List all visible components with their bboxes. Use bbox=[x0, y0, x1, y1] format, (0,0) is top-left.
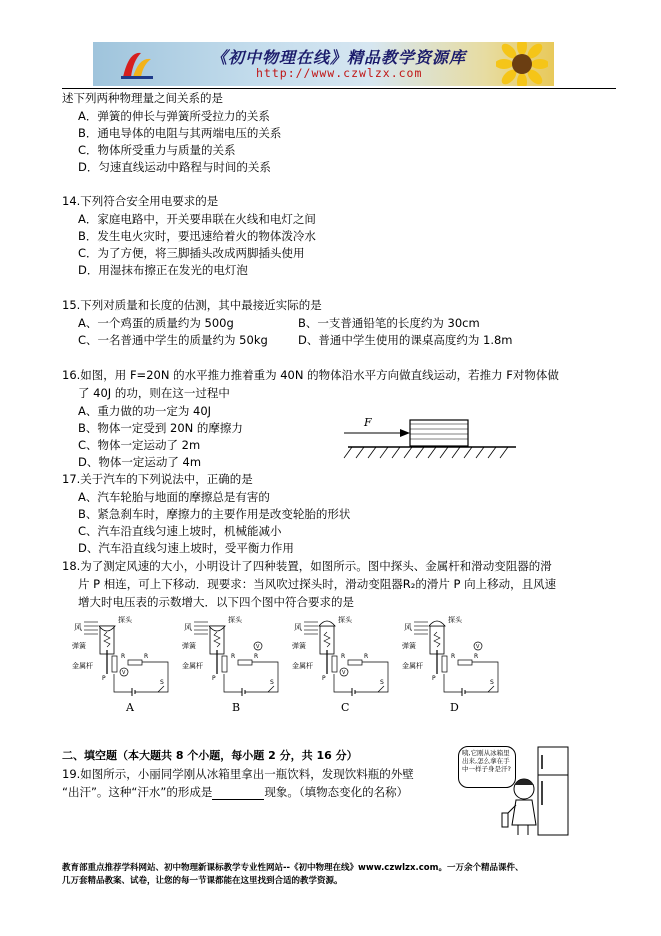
q13-option-c: C．物体所受重力与质量的关系 bbox=[78, 143, 236, 157]
resistor-r1-d bbox=[458, 660, 472, 665]
rod-label-b: 金属杆 bbox=[182, 662, 203, 670]
svg-text:S: S bbox=[160, 679, 164, 686]
svg-text:V: V bbox=[122, 670, 126, 676]
q15-stem: 15.下列对质量和长度的估测，其中最接近实际的是 bbox=[62, 298, 322, 312]
switch-b bbox=[268, 686, 274, 692]
wind-speed-circuits-figure bbox=[72, 612, 512, 718]
q15-option-d: D、普通中学生使用的课桌高度约为 1.8m bbox=[298, 333, 513, 347]
q16-stem-line1: 16.如图，用 F=20N 的水平推力推着重为 40N 的物体沿水平方向做直线运动，若推力 F对物体做 bbox=[62, 368, 559, 382]
footer-line2: 几万套精品教案、试卷，让您的每一节课都能在这里找到合适的教学资源。 bbox=[62, 876, 343, 886]
q17-option-b: B、紧急刹车时，摩擦力的主要作用是改变轮胎的形状 bbox=[78, 507, 351, 521]
circuit-caption-d: D bbox=[450, 701, 459, 714]
q13-stem: 述下列两种物理量之间关系的是 bbox=[62, 91, 223, 105]
svg-text:V: V bbox=[476, 644, 480, 650]
q15-option-c: C、一名普通中学生的质量约为 50kg bbox=[78, 333, 268, 347]
svg-text:S: S bbox=[270, 679, 274, 686]
svg-text:R: R bbox=[121, 653, 126, 660]
q14-option-d: D．用湿抹布擦正在发光的电灯泡 bbox=[78, 263, 248, 277]
q16-option-b: B、物体一定受到 20N 的摩擦力 bbox=[78, 421, 243, 435]
rheostat-r2-a bbox=[112, 656, 117, 672]
probe-d bbox=[429, 621, 445, 626]
q15-option-a: A、一个鸡蛋的质量约为 500g bbox=[78, 316, 234, 330]
svg-text:R: R bbox=[474, 653, 479, 660]
circuit-caption-b: B bbox=[232, 701, 241, 714]
push-force-figure bbox=[340, 406, 520, 466]
q13-option-d: D．匀速直线运动中路程与时间的关系 bbox=[78, 160, 271, 174]
probe-label-b: 探头 bbox=[228, 616, 242, 624]
svg-text:R: R bbox=[144, 653, 149, 660]
circuit-panel-d bbox=[402, 615, 498, 696]
rheostat-r2-b bbox=[222, 656, 227, 672]
q14-stem: 14.下列符合安全用电要求的是 bbox=[62, 194, 219, 208]
svg-text:P: P bbox=[322, 675, 326, 682]
switch-a bbox=[158, 686, 164, 692]
q16-option-c: C、物体一定运动了 2m bbox=[78, 438, 201, 452]
spring-label-b: 弹簧 bbox=[182, 642, 196, 650]
q19-line2-part1: “出汗”。这种“汗水”的形成是 bbox=[62, 785, 213, 799]
pipe-d bbox=[430, 626, 444, 654]
circuit-caption-a: A bbox=[126, 701, 134, 714]
circuit-panel-b bbox=[182, 615, 278, 696]
q14-option-c: C．为了方便，将三脚插头改成两脚插头使用 bbox=[78, 246, 305, 260]
pipe-c bbox=[320, 626, 334, 654]
q17-option-a: A、汽车轮胎与地面的摩擦总是有害的 bbox=[78, 490, 270, 504]
svg-text:V: V bbox=[342, 670, 346, 676]
wind-label-a: 风 bbox=[74, 623, 82, 632]
speech-bubble: 咦,它刚从冰箱里出来,怎么拿在手中一样子身是汗? bbox=[458, 746, 516, 788]
footer-line1: 教育部重点推荐学科网站、初中物理新课标教学专业性网站--《初中物理在线》www.czwlzx.com。一万余个精品课件、 bbox=[62, 863, 524, 873]
svg-text:R: R bbox=[341, 653, 346, 660]
q19-line1: 19.如图所示，小丽同学刚从冰箱里拿出一瓶饮料，发现饮料瓶的外壁 bbox=[62, 767, 414, 781]
q14-option-b: B．发生电火灾时，要迅速给着火的物体泼冷水 bbox=[78, 229, 316, 243]
sunflower-icon bbox=[496, 42, 548, 86]
svg-text:R: R bbox=[451, 653, 456, 660]
rheostat-r2-d bbox=[442, 656, 447, 672]
q16-option-d: D、物体一定运动了 4m bbox=[78, 455, 202, 469]
resistor-r1-a bbox=[128, 660, 142, 665]
svg-text:R: R bbox=[254, 653, 259, 660]
resistor-r1-c bbox=[348, 660, 362, 665]
probe-label-c: 探头 bbox=[338, 616, 352, 624]
circuit-panel-c bbox=[292, 615, 388, 696]
wind-label-c: 风 bbox=[294, 623, 302, 632]
q13-option-b: B．通电导体的电阻与其两端电压的关系 bbox=[78, 126, 282, 140]
svg-text:R: R bbox=[364, 653, 369, 660]
q19-line2 bbox=[62, 784, 408, 800]
probe-c bbox=[319, 621, 335, 626]
q15-option-b: B、一支普通铅笔的长度约为 30cm bbox=[298, 316, 480, 330]
switch-c bbox=[378, 686, 384, 692]
force-label: F bbox=[364, 416, 372, 429]
q16-option-a: A、重力做的功一定为 40J bbox=[78, 404, 212, 418]
header-divider bbox=[62, 88, 616, 89]
q17-stem: 17.关于汽车的下列说法中，正确的是 bbox=[62, 472, 253, 486]
svg-text:R: R bbox=[231, 653, 236, 660]
probe-label-a: 探头 bbox=[118, 616, 132, 624]
site-logo-icon bbox=[119, 47, 155, 81]
svg-text:V: V bbox=[256, 644, 260, 650]
svg-text:S: S bbox=[380, 679, 384, 686]
svg-text:P: P bbox=[212, 675, 216, 682]
svg-text:P: P bbox=[432, 675, 436, 682]
page-footer bbox=[62, 862, 622, 888]
q17-option-d: D、汽车沿直线匀速上坡时，受平衡力作用 bbox=[78, 541, 294, 555]
q18-stem-line1: 18.为了测定风速的大小，小明设计了四种装置，如图所示。图中探头、金属杆和滑动变阻器的滑 bbox=[62, 559, 552, 573]
banner-title: 《初中物理在线》精品教学资源库 bbox=[211, 48, 467, 67]
q16-stem-line2: 了 40J 的功，则在这一过程中 bbox=[78, 386, 230, 400]
circuit-panel-a bbox=[72, 615, 168, 696]
q19-answer-blank[interactable] bbox=[212, 787, 264, 800]
q19-line2-part2: 现象。（填物态变化的名称） bbox=[264, 785, 409, 799]
rod-label-d: 金属杆 bbox=[402, 662, 423, 670]
circuit-caption-c: C bbox=[341, 701, 350, 714]
rod-label-a: 金属杆 bbox=[72, 662, 93, 670]
wind-label-b: 风 bbox=[184, 623, 192, 632]
resistor-r1-b bbox=[238, 660, 252, 665]
q17-option-c: C、汽车沿直线匀速上坡时，机械能减小 bbox=[78, 524, 282, 538]
spring-label-c: 弹簧 bbox=[292, 642, 306, 650]
rheostat-r2-c bbox=[332, 656, 337, 672]
q13-option-a: A．弹簧的伸长与弹簧所受拉力的关系 bbox=[78, 109, 270, 123]
spring-label-d: 弹簧 bbox=[402, 642, 416, 650]
header-banner bbox=[93, 42, 554, 86]
rod-label-c: 金属杆 bbox=[292, 662, 313, 670]
banner-url[interactable]: http://www.czwlzx.com bbox=[256, 66, 423, 80]
section-2-heading: 二、填空题（本大题共 8 个小题，每小题 2 分，共 16 分） bbox=[62, 749, 358, 762]
q14-option-a: A．家庭电路中，开关要串联在火线和电灯之间 bbox=[78, 212, 316, 226]
probe-label-d: 探头 bbox=[448, 616, 462, 624]
q18-stem-line2: 片 P 相连，可上下移动．现要求：当风吹过探头时，滑动变阻器R₂的滑片 P 向上移动，且风速 bbox=[78, 577, 557, 591]
svg-text:P: P bbox=[102, 675, 106, 682]
switch-d bbox=[488, 686, 494, 692]
svg-text:S: S bbox=[490, 679, 494, 686]
wind-label-d: 风 bbox=[404, 623, 412, 632]
spring-label-a: 弹簧 bbox=[72, 642, 86, 650]
q18-stem-line3: 增大时电压表的示数增大．以下四个图中符合要求的是 bbox=[78, 595, 354, 609]
